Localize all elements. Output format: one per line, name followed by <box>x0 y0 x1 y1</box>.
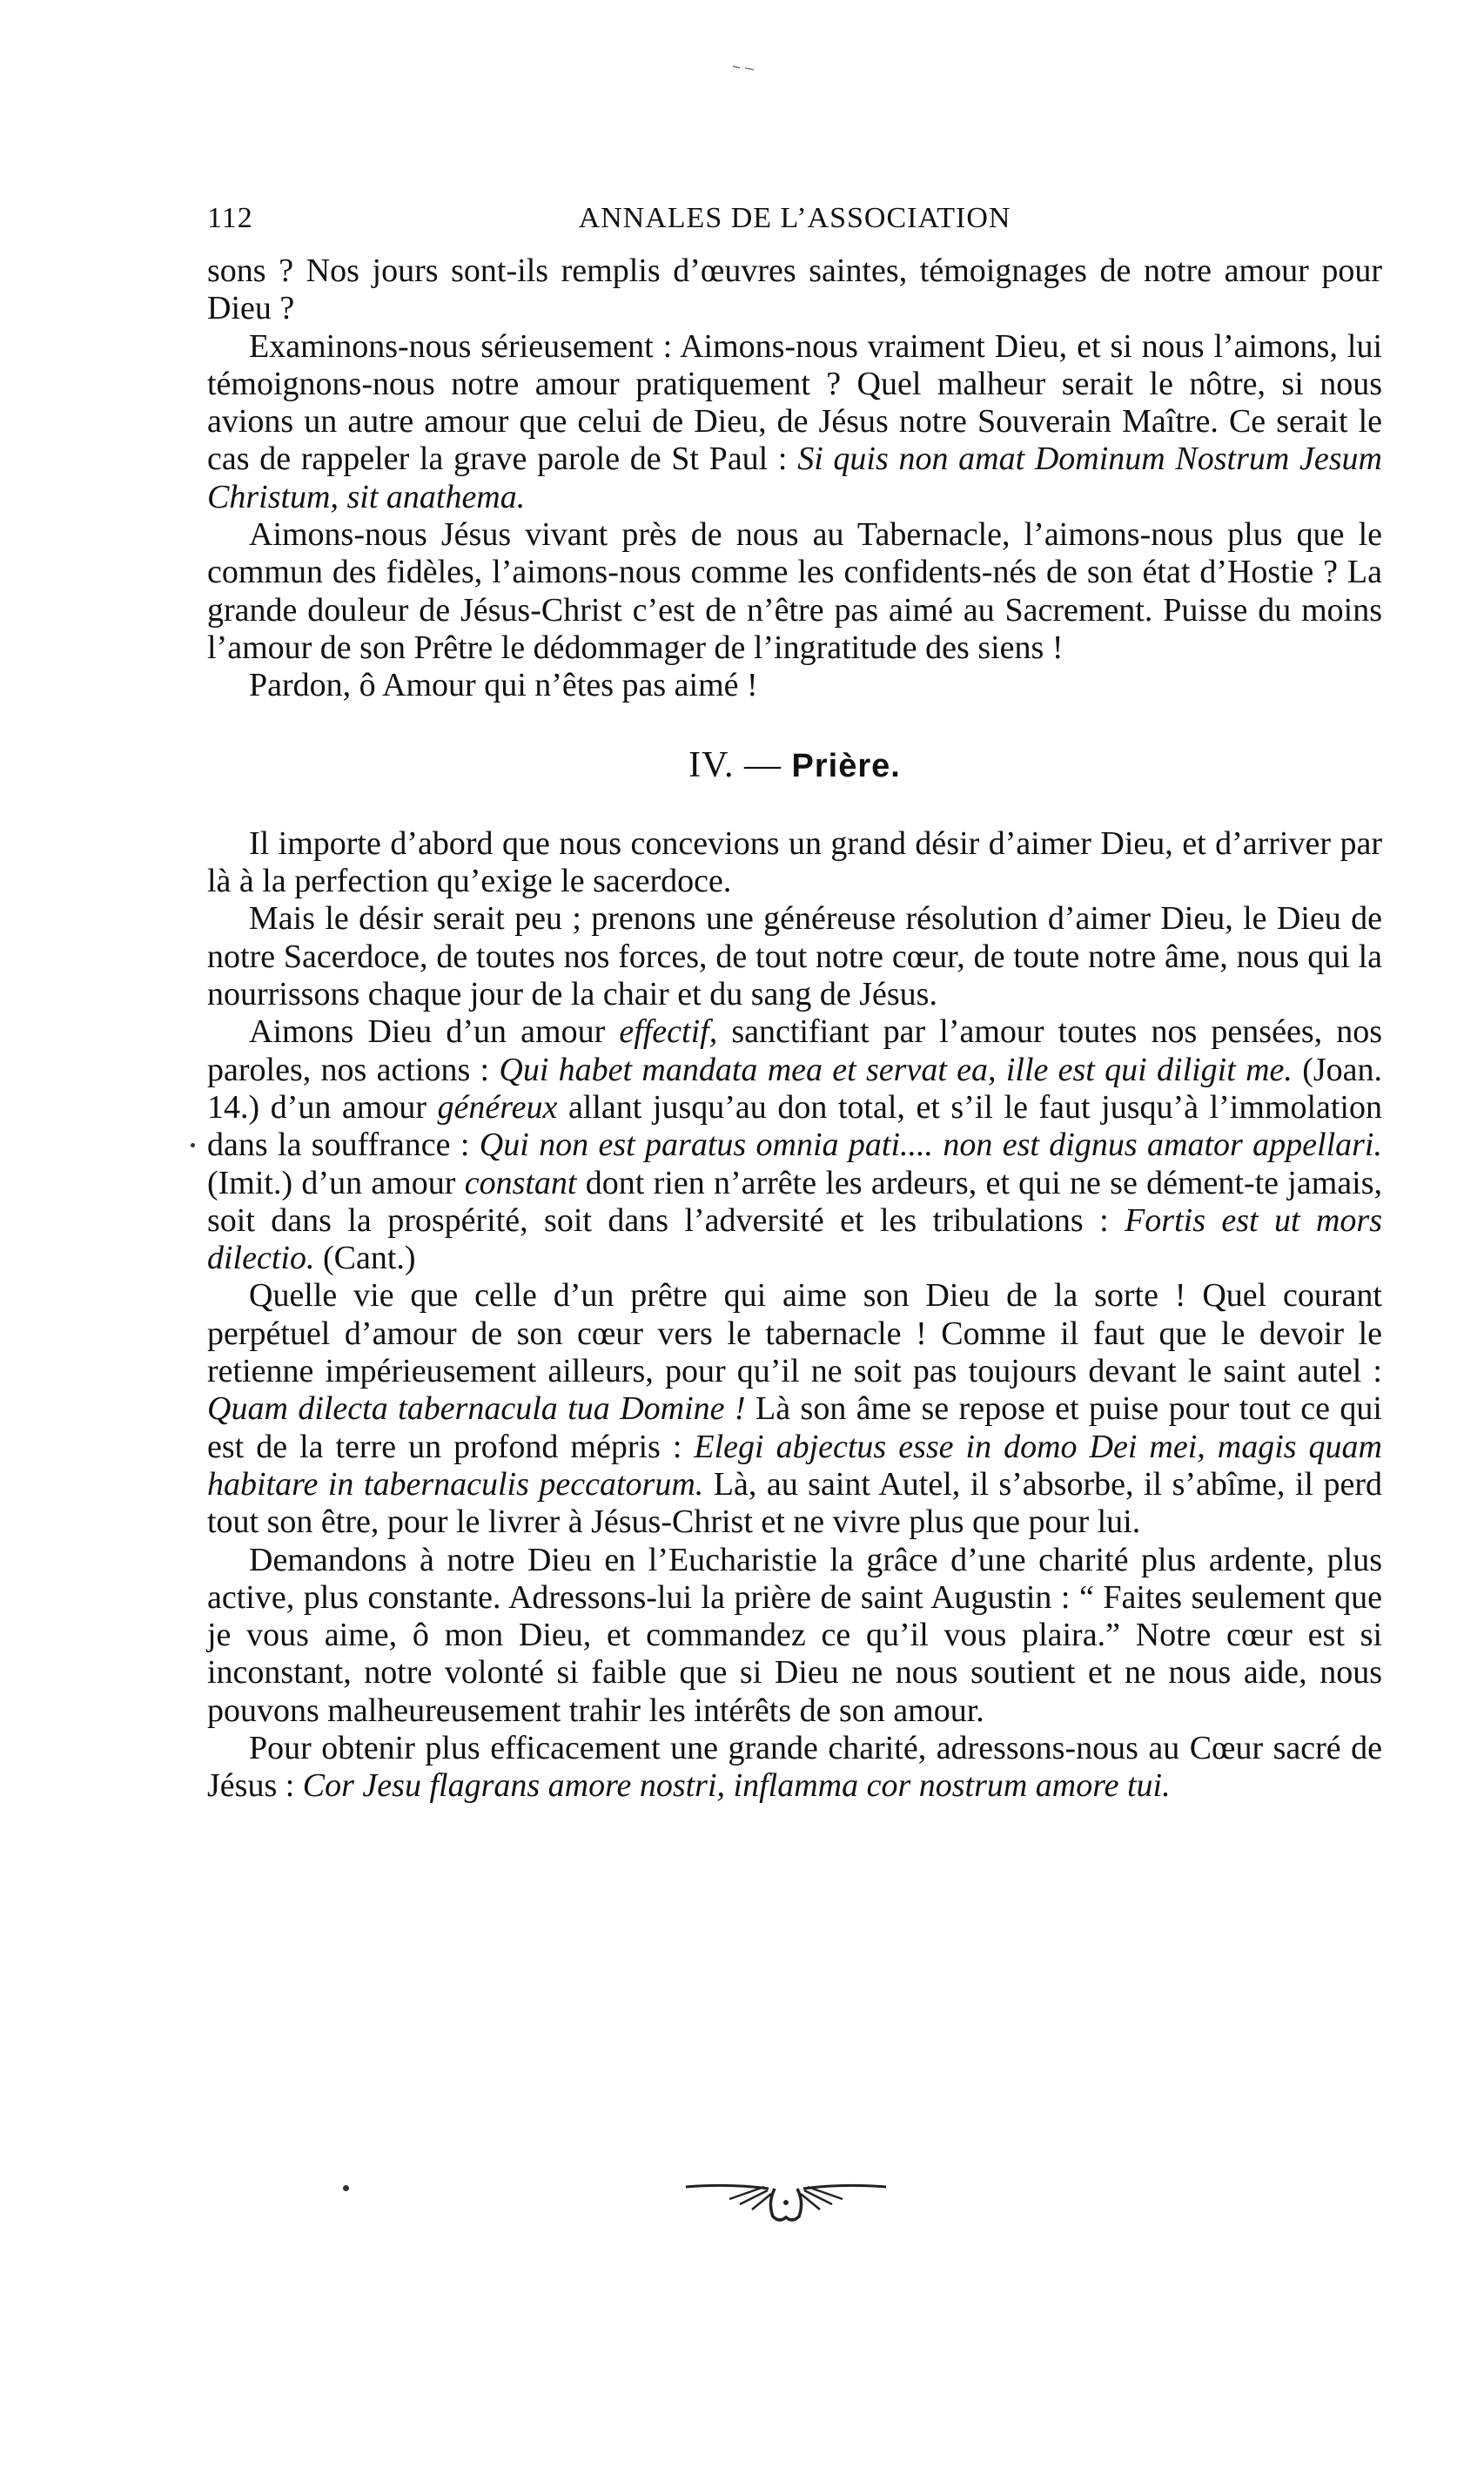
print-mark <box>731 63 757 71</box>
text-run: sanctifiant par l’amour toutes nos pensées, nos paroles, nos actions : <box>207 1013 1382 1088</box>
paragraph-block <box>207 252 1382 705</box>
print-speck <box>343 2185 349 2191</box>
latin-quotation: Qui non est paratus omnia pati.... non est dignus amator appellari. <box>479 1127 1382 1164</box>
text-run: Quelle vie que celle d’un prêtre qui aime son Dieu de la sorte ! Quel courant perpétuel d’amour de son cœur vers le tabernacle ! Comme il faut que le devoir le retienne impérieusement ailleurs, pour qu’il ne soit pas toujours devant le saint autel : <box>207 1277 1382 1390</box>
latin-quotation: Si quis non amat Dominum Nostrum Jesum Christum, sit anathema. <box>207 441 1382 515</box>
latin-quotation: Quam dilecta tabernacula tua Domine ! <box>207 1390 746 1428</box>
latin-quotation: Elegi abjectus esse in domo Dei mei, magis quam habitare in tabernaculis peccatorum. <box>207 1428 1382 1503</box>
text-run: Pour obtenir plus efficacement une grande charité, adressons-nous au Cœur sacré de Jésus : <box>207 1729 1382 1805</box>
page-number: 112 <box>207 202 253 234</box>
text-run: (Cant.) <box>314 1240 416 1277</box>
section-title: Prière. <box>791 747 901 784</box>
paragraph-block <box>207 825 1382 1806</box>
text-run: Là, au saint Autel, il s’absorbe, il s’abîme, il perd tout son être, pour le livrer à Jésus-Christ et ne vivre plus que pour lui. <box>207 1465 1382 1541</box>
latin-quotation: constant <box>464 1164 577 1201</box>
running-header <box>207 202 1382 246</box>
text-run: sons ? Nos jours sont-ils remplis d’œuvres saintes, témoignages de notre amour pour Dieu ? <box>207 252 1382 327</box>
text-run: dont rien n’arrête les ardeurs, et qui ne se dément-te jamais, soit dans la prospérité, soit dans l’adversité et les tribulations : <box>207 1164 1382 1239</box>
latin-quotation: effectif, <box>619 1013 718 1051</box>
latin-quotation: généreux <box>437 1088 558 1126</box>
latin-quotation: Fortis est ut mors dilectio. <box>207 1201 1382 1277</box>
text-run: Il importe d’abord que nous concevions un grand désir d’aimer Dieu, et d’arriver par là à la perfection qu’exige le sacerdoce. <box>207 824 1382 900</box>
text-run: Aimons Dieu d’un amour <box>249 1013 620 1051</box>
paragraph <box>207 1013 1382 1277</box>
paragraph <box>207 1730 1382 1806</box>
tailpiece-ornament <box>677 2168 895 2237</box>
paragraph <box>207 1277 1382 1541</box>
text-run: (Joan. 14.) d’un amour <box>207 1051 1383 1126</box>
text-run: allant jusqu’au don total, et s’il le faut jusqu’à l’immolation dans la souffrance : <box>207 1088 1382 1164</box>
latin-quotation: Cor Jesu flagrans amore nostri, inflamma cor nostrum amore tui. <box>302 1767 1171 1805</box>
text-run: Là son âme se repose et puise pour tout ce qui est de la terre un profond mépris : <box>207 1390 1382 1465</box>
text-run: Pardon, ô Amour qui n’êtes pas aimé ! <box>249 667 758 704</box>
text-run: Examinons-nous sérieusement : Aimons-nous vraiment Dieu, et si nous l’aimons, lui témoignons-nous notre amour pratiquement ? Quel malheur serait le nôtre, si nous avions un autre amour que celui de Dieu, de Jésus notre Souverain Maître. Ce serait le cas de rappeler la grave parole de St Paul : <box>207 327 1382 478</box>
print-speck <box>191 1143 195 1147</box>
paragraph <box>207 825 1382 901</box>
text-run: Mais le désir serait peu ; prenons une généreuse résolution d’aimer Dieu, le Dieu de notre Sacerdoce, de toutes nos forces, de tout notre cœur, de toute notre âme, nous qui la nourrissons chaque jour de la chair et du sang de Jésus. <box>207 900 1382 1013</box>
text-run: (Imit.) d’un amour <box>207 1164 465 1201</box>
text-run: Demandons à notre Dieu en l’Eucharistie la grâce d’une charité plus ardente, plus active, plus constante. Adressons-lui la prière de saint Augustin : “ Faites seulement que je vous aime, ô mon Dieu, et commandez ce qu’il vous plaira.” Notre cœur est si inconstant, notre volonté si faible que si Dieu ne nous soutient et ne nous aide, nous pouvons malheureusement trahir les intérêts de son amour. <box>207 1541 1382 1729</box>
section-number: IV. — <box>688 744 792 785</box>
text-run: Aimons-nous Jésus vivant près de nous au Tabernacle, l’aimons-nous plus que le commun des fidèles, l’aimons-nous comme les confidents-nés de son état d’Hostie ? La grande douleur de Jésus-Christ c’est de n’être pas aimé au Sacrement. Puisse du moins l’amour de son Prêtre le dédommager de l’ingratitude des siens ! <box>207 516 1382 666</box>
paragraph <box>207 1542 1382 1730</box>
latin-quotation: Qui habet mandata mea et servat ea, ille est qui diligit me. <box>499 1051 1293 1088</box>
paragraph <box>207 667 1382 704</box>
paragraph <box>207 328 1382 516</box>
paragraph <box>207 900 1382 1013</box>
running-title: ANNALES DE L’ASSOCIATION <box>578 202 1011 234</box>
paragraph <box>207 252 1382 328</box>
body-text <box>207 252 1382 1806</box>
section-heading <box>207 744 1382 785</box>
paragraph <box>207 516 1382 667</box>
